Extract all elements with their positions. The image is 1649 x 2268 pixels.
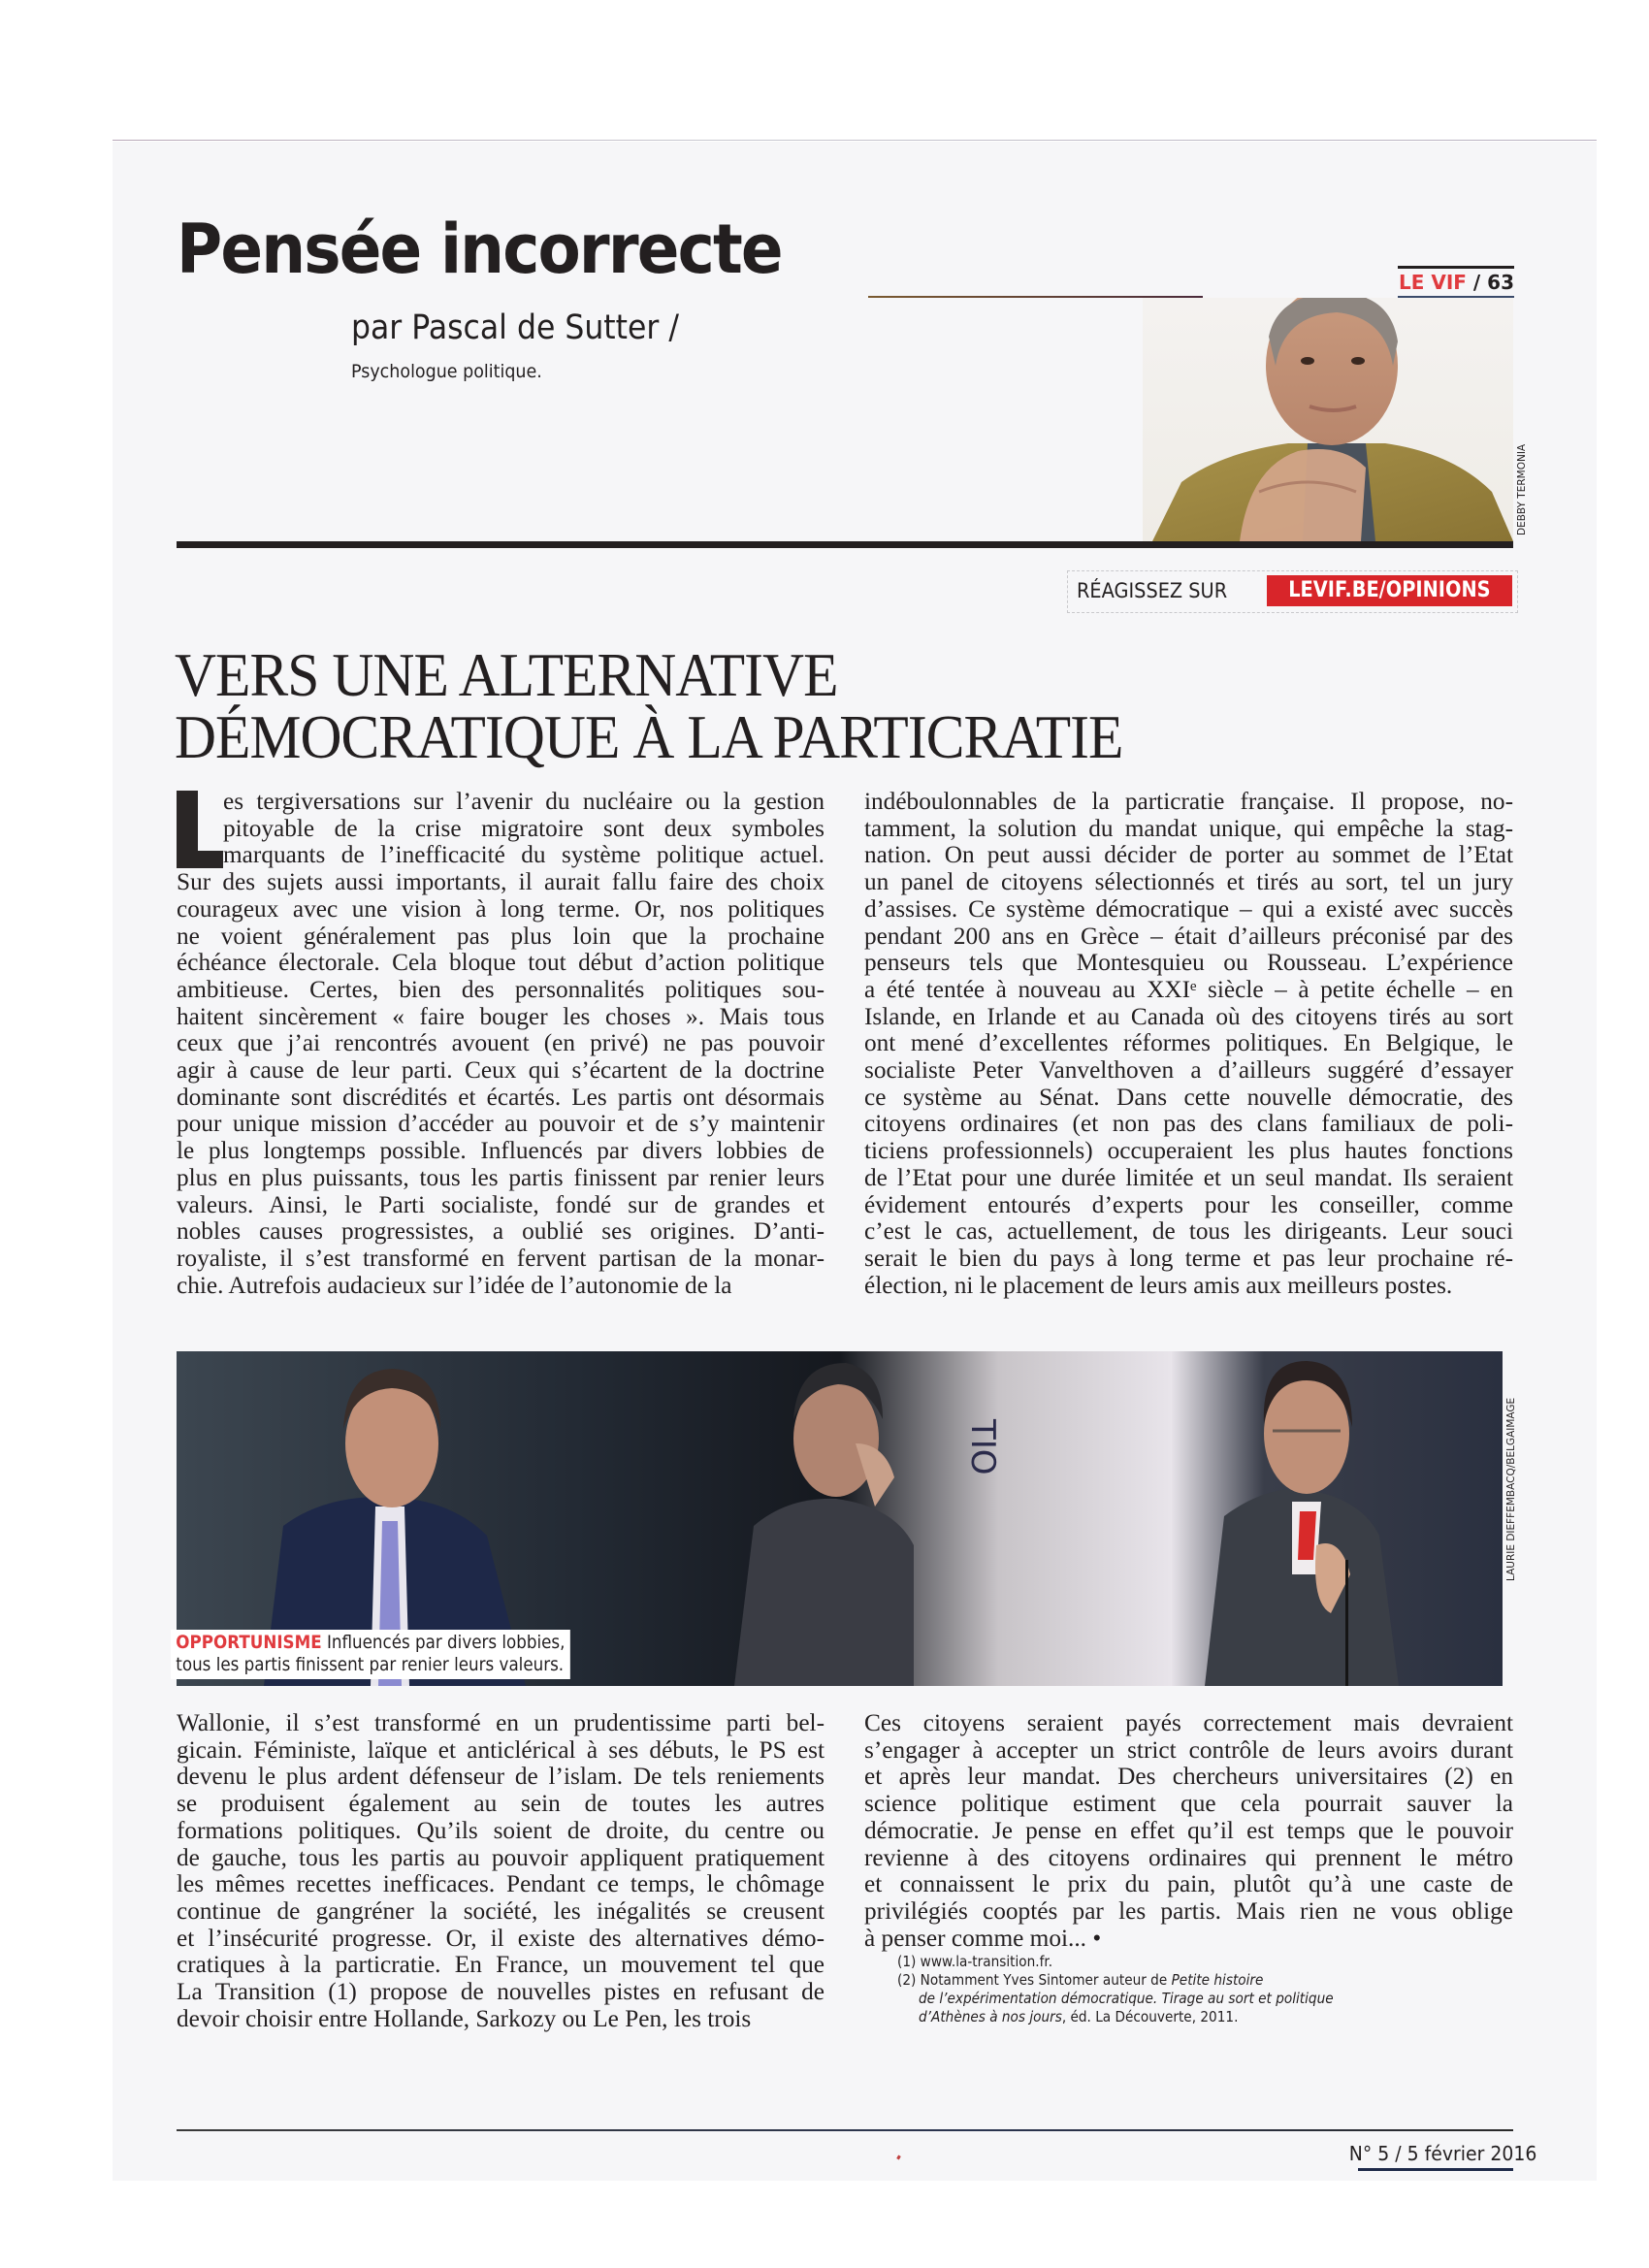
photo-caption <box>171 1630 570 1679</box>
text-line: cratiques à la particratie. En France, un mouvement tel que <box>177 1952 824 1979</box>
text-line: citoyens ordinaires (et non pas des clans familiaux de poli- <box>864 1111 1513 1138</box>
masthead-rule <box>1398 266 1514 269</box>
text-line: le plus longtemps possible. Influencés par divers lobbies de <box>177 1138 824 1165</box>
footnote-2-title-b: de l’expérimentation démocratique. Tirage au sort et politique <box>919 1990 1334 2007</box>
text-line: formations politiques. Qu’ils soient de droite, du centre ou <box>177 1817 824 1844</box>
text-line: nobles causes progressistes, a oublié ses origines. D’anti- <box>177 1218 824 1246</box>
footnote-1: (1) www.la-transition.fr. <box>897 1953 1053 1970</box>
text-line: nation. On peut aussi décider de porter au sommet de l’Etat <box>864 842 1513 869</box>
footnote-2 <box>897 1971 1334 1990</box>
text-line: pendant 200 ans en Grèce – était d’ailleurs préconisé par des <box>864 923 1513 950</box>
text-line: royaliste, il s’est transformé en fervent partisan de la monar- <box>177 1245 824 1272</box>
footnote-2-prefix: (2) Notamment Yves Sintomer auteur de <box>897 1971 1172 1989</box>
text-line: ne voient généralement pas plus loin que la prochaine <box>177 923 824 950</box>
text-line: ceux que j’ai rencontrés avouent (en privé) ne pas pouvoir <box>177 1030 824 1057</box>
portrait-illustration <box>1143 298 1513 541</box>
text-line: un panel de citoyens sélectionnés et tirés au sort, tel un jury <box>864 869 1513 896</box>
text-line: devenu le plus ardent défenseur de l’islam. De tels reniements <box>177 1764 824 1791</box>
photo-credit: LAURIE DIEFFEMBACQ/BELGAIMAGE <box>1505 1397 1517 1581</box>
headline-line-2: DÉMOCRATIQUE À LA PARTICRATIE <box>175 702 1123 771</box>
text-line: penseurs tels que Montesquieu ou Rousseau. L’expérience <box>864 950 1513 977</box>
text-line: d’assises. Ce système démocratique – qui a existé avec succès <box>864 895 1513 923</box>
text-line: agir à cause de leur parti. Ceux qui s’écartent de la doctrine <box>177 1057 824 1085</box>
text-line: science politique estiment que cela pourrait sauver la <box>864 1791 1513 1818</box>
author-role: Psychologue politique. <box>351 361 542 382</box>
text-line: serait le bien du pays à long terme et pas leur prochaine ré- <box>864 1245 1513 1272</box>
text-line: échéance électorale. Cela bloque tout début d’action politique <box>177 950 824 977</box>
footnote-2-suffix: , éd. La Découverte, 2011. <box>1061 2008 1239 2025</box>
text-line: plus en plus puissants, tous les partis finissent par renier leurs <box>177 1164 824 1191</box>
text-line: La Transition (1) propose de nouvelles pistes en refusant de <box>177 1979 824 2006</box>
footnote-2-cont <box>897 1990 1334 2008</box>
page-number: 63 <box>1487 271 1514 294</box>
text-line: et après leur mandat. Des chercheurs universitaires (2) en <box>864 1764 1513 1791</box>
text-line: pitoyable de la crise migratoire sont deux symboles <box>223 815 824 842</box>
column-upper-right <box>864 789 1513 1299</box>
text-line: Ces citoyens seraient payés correctement mais devraient <box>864 1710 1513 1736</box>
text-line: de gauche, tous les partis au pouvoir appliquent pratiquement <box>177 1844 824 1871</box>
text-line: chie. Autrefois audacieux sur l’idée de l’autonomie de la <box>177 1272 732 1299</box>
text-line: courageux avec une vision à long terme. Or, nos politiques <box>177 895 824 923</box>
issue-underline <box>1358 2168 1513 2171</box>
text-line: ce système au Sénat. Dans cette nouvelle démocratie, des <box>864 1084 1513 1111</box>
column-lower-left <box>177 1710 824 2032</box>
text-line: évidement entourés d’experts pour les conseiller, comme <box>864 1191 1513 1218</box>
author-portrait <box>1143 298 1513 541</box>
text-line: Wallonie, il s’est transformé en un prudentissime parti bel- <box>177 1710 824 1736</box>
text-line: revienne à des citoyens ordinaires qui prennent le métro <box>864 1844 1513 1871</box>
text-line: tamment, la solution du mandat unique, qui empêche la stag- <box>864 815 1513 842</box>
text-line: de l’Etat pour une durée limitée et un seul mandat. Ils seraient <box>864 1164 1513 1191</box>
article-headline <box>175 640 1438 771</box>
text-line: et connaissent le prix du pain, plutôt qu’à une caste de <box>864 1871 1513 1898</box>
masthead-brand: LE VIF <box>1398 271 1467 294</box>
svg-text:TIO: TIO <box>963 1419 1002 1475</box>
text-line: socialiste Peter Vanvelthoven a d’ailleurs suggéré d’essayer <box>864 1057 1513 1085</box>
text-line: valeurs. Ainsi, le Parti socialiste, fondé sur de grandes et <box>177 1191 824 1218</box>
opinions-link[interactable] <box>1267 575 1512 606</box>
text-line: es tergiversations sur l’avenir du nucléaire ou la gestion <box>223 789 824 815</box>
text-line: à penser comme moi... • <box>864 1925 1102 1952</box>
text-line: démocratie. Je pense en effet qu’il est temps que le pouvoir <box>864 1817 1513 1844</box>
footer-rule <box>177 2129 1513 2131</box>
text-line: gicain. Féministe, laïque et anticlérical à ses débuts, le PS est <box>177 1736 824 1764</box>
column-upper-left <box>177 789 824 1299</box>
text-line: Islande, en Irlande et au Canada où des citoyens tirés au sort <box>864 1003 1513 1030</box>
masthead <box>1398 271 1514 294</box>
issue-info: N° 5 / 5 février 2016 <box>1348 2142 1537 2165</box>
text-line: élection, ni le placement de leurs amis aux meilleurs postes. <box>864 1272 1453 1299</box>
opinions-link-text[interactable]: LEVIF.BE/OPINIONS <box>1288 578 1491 602</box>
text-line: les mêmes recettes inefficaces. Pendant ce temps, le chômage <box>177 1871 824 1898</box>
text-line: privilégiés cooptés par les partis. Mais rien ne vous oblige <box>864 1897 1513 1925</box>
text-line: ticiens professionnels) occuperaient les plus hautes fonctions <box>864 1138 1513 1165</box>
text-line: dominante sont discrédités et écartés. Les partis ont désormais <box>177 1084 824 1111</box>
header-main-rule <box>177 541 1513 548</box>
text-line: s’engager à accepter un strict contrôle de leurs avoirs durant <box>864 1736 1513 1764</box>
text-line: a été tentée à nouveau au XXIᵉ siècle – à petite échelle – en <box>864 976 1513 1003</box>
caption-line-1: Influencés par divers lobbies, <box>321 1632 566 1653</box>
text-line: pour unique mission d’accéder au pouvoir et de s’y maintenir <box>177 1111 824 1138</box>
scan-edge <box>113 140 1597 141</box>
caption-line-2: tous les partis finissent par renier leurs valeurs. <box>176 1654 565 1675</box>
text-line: devoir choisir entre Hollande, Sarkozy ou Le Pen, les trois <box>177 2005 752 2032</box>
text-line: marquants de l’inefficacité du système politique actuel. <box>223 842 824 869</box>
text-line: et l’insécurité progresse. Or, il existe des alternatives démo- <box>177 1925 824 1952</box>
headline-line-1: VERS UNE ALTERNATIVE <box>175 640 838 709</box>
author-byline: par Pascal de Sutter / <box>351 308 679 347</box>
footnote-2-title-c: d’Athènes à nos jours <box>919 2008 1062 2025</box>
portrait-credit: DEBBY TERMONIA <box>1516 443 1528 535</box>
text-line: haitent sincèrement « faire bouger les choses ». Mais tous <box>177 1003 824 1030</box>
text-line: indéboulonnables de la particratie française. Il propose, no- <box>864 789 1513 815</box>
react-label: RÉAGISSEZ SUR <box>1077 579 1228 602</box>
text-line: Sur des sujets aussi importants, il aurait fallu faire des choix <box>177 869 824 896</box>
footnote-2-title-a: Petite histoire <box>1171 1971 1264 1989</box>
text-line: se produisent également au sein de toutes les autres <box>177 1791 824 1818</box>
masthead-separator: / <box>1466 271 1488 294</box>
text-line: continue de gangréner la société, les inégalités se creusent <box>177 1897 824 1925</box>
column-lower-right <box>864 1710 1513 1952</box>
rubric-title: Pensée incorrecte <box>177 210 782 289</box>
footnote-2-cont-2 <box>897 2008 1334 2026</box>
text-line: c’est le cas, actuellement, de tous les dirigeants. Leur souci <box>864 1218 1513 1246</box>
text-line: ambitieuse. Certes, bien des personnalités politiques sou- <box>177 976 824 1003</box>
text-line: ont mené d’excellentes réformes politiques. En Belgique, le <box>864 1030 1513 1057</box>
caption-kicker: OPPORTUNISME <box>176 1632 322 1653</box>
footnotes <box>897 1953 1334 2026</box>
